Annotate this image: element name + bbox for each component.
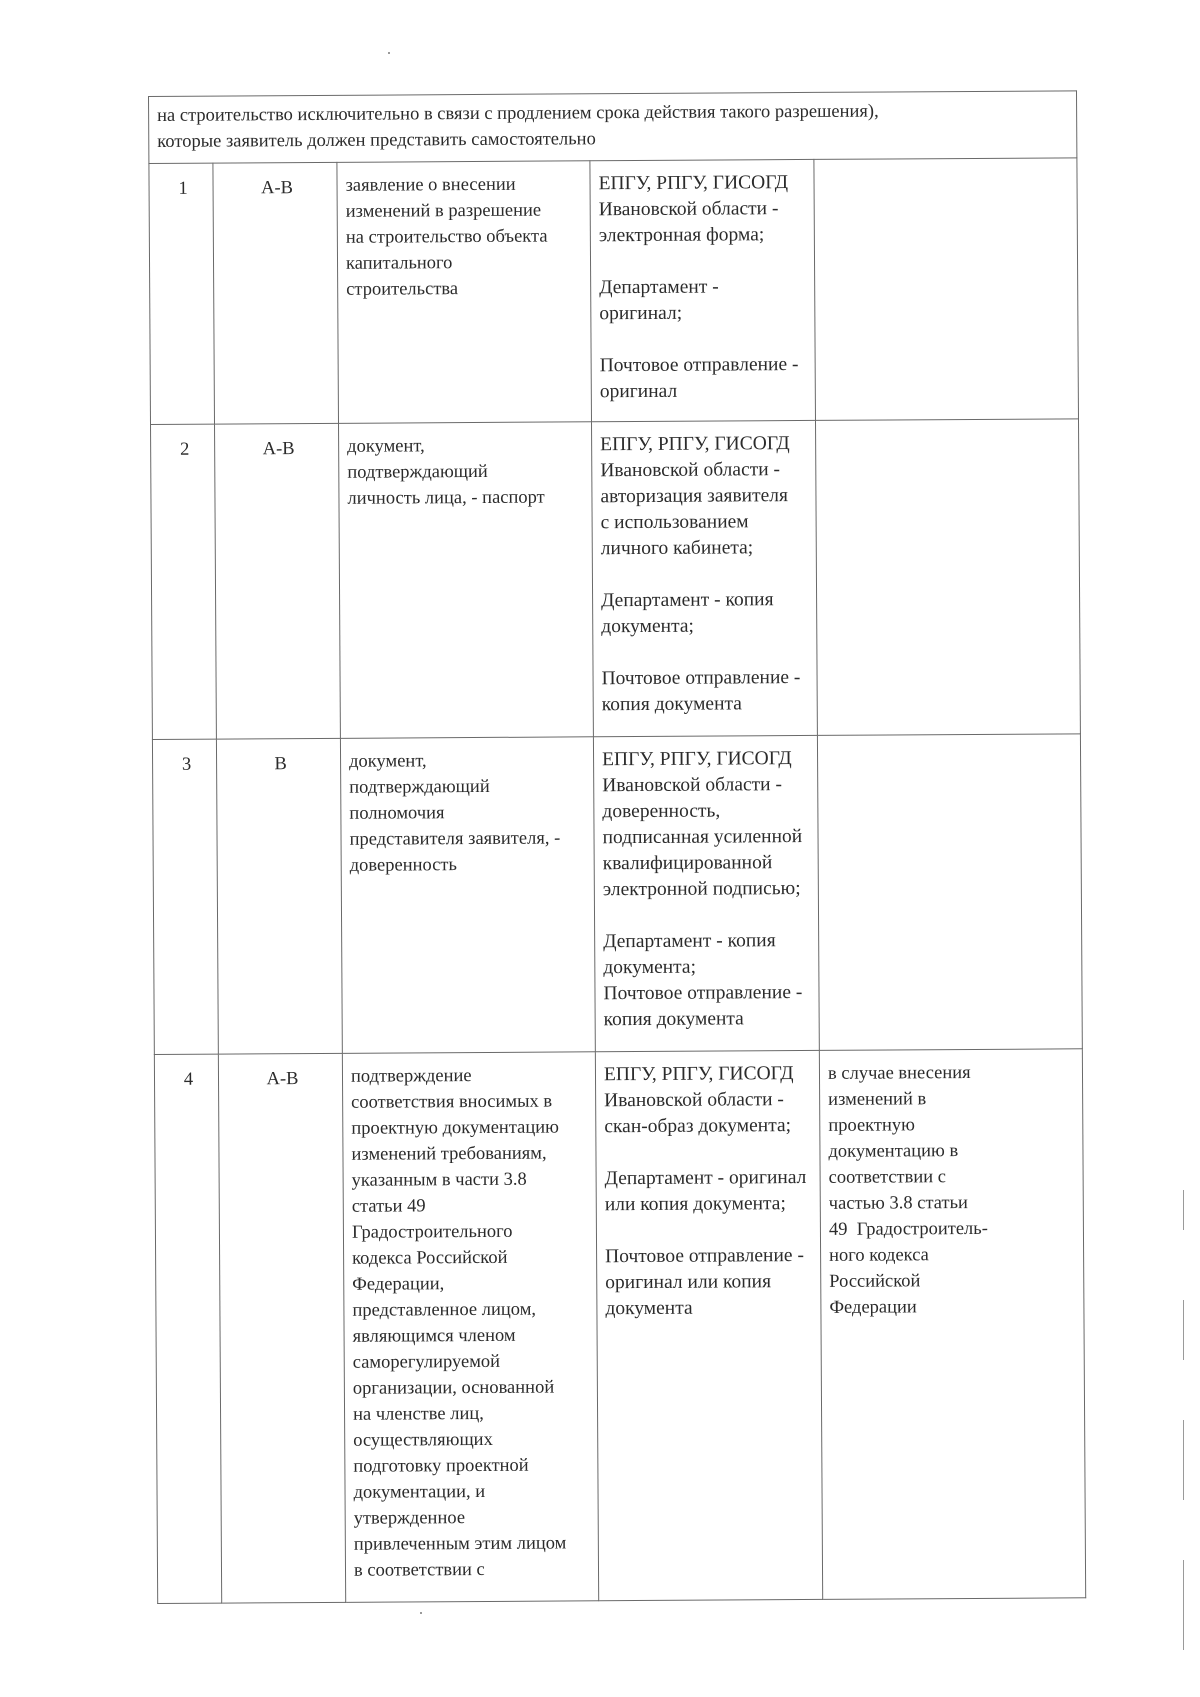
row-number: 3: [152, 739, 218, 1054]
submission-method: ЕПГУ, РПГУ, ГИСОГД Ивановской области - авторизация заявителя с использованием личного кабинета; Департамент - копия документа; Почтовое отправление - копия документа: [591, 420, 817, 736]
applicant-category: А-В: [218, 1053, 345, 1603]
document-name: заявление о внесении изменений в разрешение на строительство объекта капитального строительства: [337, 161, 592, 424]
scan-mark: [1183, 1190, 1184, 1230]
document-name: подтверждение соответствия вносимых в проектную документацию изменений требованиям, указанным в части 3.8 статьи 49 Градостроительного кодекса Российской Федерации, представленное лицом, являющимся членом саморегулируемой организации, основанной на членстве лиц, осуществляющих подготовку проектной документации, и утвержденное привлеченным этим лицом в соответствии с: [342, 1052, 598, 1603]
submission-method: ЕПГУ, РПГУ, ГИСОГД Ивановской области - скан-образ документа; Департамент - оригинал или копия документа; Почтовое отправление - оригинал или копия документа: [595, 1050, 822, 1600]
note-cell: [814, 158, 1079, 421]
table-row: [154, 1049, 1085, 1604]
row-number: 2: [151, 424, 217, 739]
note-cell: в случае внесения изменений в проектную документацию в соответствии с частью 3.8 статьи 49 Градостроитель- ного кодекса Российской Федерации: [819, 1049, 1085, 1600]
document-name: документ, подтверждающий полномочия представителя заявителя, - доверенность: [340, 737, 595, 1054]
scan-mark: [1183, 1420, 1184, 1500]
submission-method: ЕПГУ, РПГУ, ГИСОГД Ивановской области - электронная форма; Департамент - оригинал; Почтовое отправление - оригинал: [590, 159, 816, 421]
applicant-category: В: [216, 738, 342, 1054]
scan-mark: [388, 52, 390, 54]
caption-line: которые заявитель должен представить самостоятельно: [157, 129, 596, 152]
caption-line: на строительство исключительно в связи с продлением срока действия такого разрешения),: [157, 101, 879, 126]
row-number: 4: [154, 1054, 221, 1603]
note-cell: [817, 734, 1082, 1051]
table-row: [149, 158, 1079, 425]
submission-method: ЕПГУ, РПГУ, ГИСОГД Ивановской области - доверенность, подписанная усиленной квалифицированной электронной подписью; Департамент - копия документа; Почтовое отправление - копия документа: [593, 735, 819, 1051]
section-caption: [149, 91, 1077, 164]
note-cell: [815, 419, 1080, 736]
scan-mark: [1183, 1300, 1184, 1360]
table-row: [151, 419, 1081, 740]
requirements-table: [148, 90, 1086, 1604]
document-name: документ, подтверждающий личность лица, - паспорт: [339, 422, 594, 739]
scan-mark: [420, 1612, 422, 1614]
scan-mark: [1183, 1560, 1184, 1650]
applicant-category: А-В: [215, 423, 341, 739]
table-header-row: [149, 91, 1077, 164]
row-number: 1: [149, 163, 215, 424]
table-row: [152, 734, 1082, 1055]
applicant-category: А-В: [213, 162, 339, 424]
